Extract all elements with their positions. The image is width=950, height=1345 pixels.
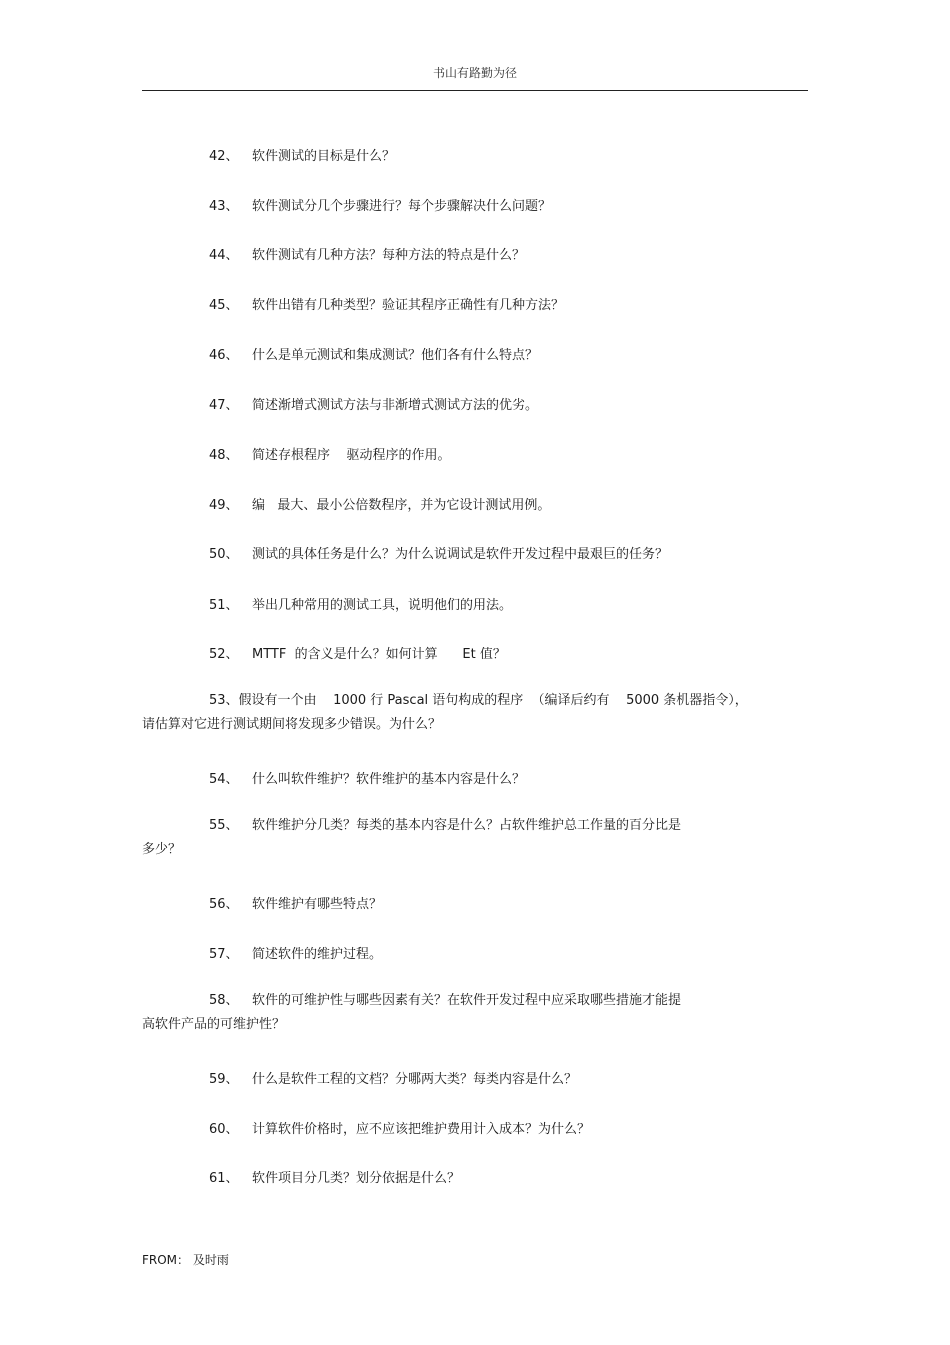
question-number: 47、 bbox=[209, 398, 239, 413]
question-text: 软件测试有几种方法？每种方法的特点是什么？ bbox=[252, 248, 526, 263]
question-50 bbox=[209, 543, 668, 562]
question-text: 简述渐增式测试方法与非渐增式测试方法的优劣。 bbox=[252, 398, 539, 413]
question-56 bbox=[209, 893, 382, 912]
question-text: 软件维护有哪些特点？ bbox=[252, 897, 383, 912]
question-text: 计算软件价格时，应不应该把维护费用计入成本？为什么？ bbox=[252, 1122, 591, 1137]
question-57 bbox=[209, 943, 382, 962]
question-number: 44、 bbox=[209, 248, 239, 263]
question-number: 56、 bbox=[209, 897, 239, 912]
question-text: 举出几种常用的测试工具，说明他们的用法。 bbox=[252, 598, 513, 613]
question-text-line1: 假设有一个由 1000 行 Pascal 语句构成的程序 （编译后约有 5000 条机器指令）， bbox=[238, 693, 748, 708]
question-42 bbox=[209, 145, 395, 164]
question-55 bbox=[142, 814, 808, 862]
question-text: MTTF 的含义是什么？如何计算 Et 值？ bbox=[252, 647, 506, 662]
question-text-line1: 软件维护分几类？每类的基本内容是什么？占软件维护总工作量的百分比是 bbox=[252, 818, 682, 833]
question-number: 42、 bbox=[209, 149, 239, 164]
question-44 bbox=[209, 244, 525, 263]
question-text: 什么是单元测试和集成测试？他们各有什么特点？ bbox=[252, 348, 539, 363]
question-number: 61、 bbox=[209, 1171, 239, 1186]
question-45 bbox=[209, 294, 564, 313]
question-49 bbox=[209, 494, 550, 513]
question-text-line2: 高软件产品的可维护性？ bbox=[142, 1017, 286, 1032]
question-number: 57、 bbox=[209, 947, 239, 962]
question-60 bbox=[209, 1118, 590, 1137]
question-text-line2: 请估算对它进行测试期间将发现多少错误。为什么？ bbox=[142, 717, 442, 732]
question-number: 49、 bbox=[209, 498, 239, 513]
question-text: 编 最大、最小公倍数程序，并为它设计测试用例。 bbox=[252, 498, 551, 513]
question-number: 53、 bbox=[209, 693, 239, 708]
question-number: 45、 bbox=[209, 298, 239, 313]
question-number: 59、 bbox=[209, 1072, 239, 1087]
question-61 bbox=[209, 1167, 460, 1186]
question-number: 50、 bbox=[209, 547, 239, 562]
question-text: 软件测试分几个步骤进行？每个步骤解决什么问题？ bbox=[252, 199, 552, 214]
question-text: 什么是软件工程的文档？分哪两大类？每类内容是什么？ bbox=[252, 1072, 578, 1087]
question-43 bbox=[209, 195, 551, 214]
question-54 bbox=[209, 768, 525, 787]
page-header: 书山有路勤为径 bbox=[432, 66, 517, 80]
question-number: 54、 bbox=[209, 772, 239, 787]
question-text: 测试的具体任务是什么？为什么说调试是软件开发过程中最艰巨的任务？ bbox=[252, 547, 669, 562]
question-text: 软件项目分几类？划分依据是什么？ bbox=[252, 1171, 461, 1186]
question-48 bbox=[209, 444, 451, 463]
question-number: 48、 bbox=[209, 448, 239, 463]
question-59 bbox=[209, 1068, 577, 1087]
question-number: 43、 bbox=[209, 199, 239, 214]
question-text: 软件测试的目标是什么？ bbox=[252, 149, 396, 164]
page-footer: FROM： 及时雨 bbox=[142, 1253, 229, 1267]
question-number: 58、 bbox=[209, 993, 239, 1008]
question-text: 什么叫软件维护？软件维护的基本内容是什么？ bbox=[252, 772, 526, 787]
question-number: 52、 bbox=[209, 647, 239, 662]
question-47 bbox=[209, 394, 538, 413]
question-number: 51、 bbox=[209, 598, 239, 613]
question-46 bbox=[209, 344, 538, 363]
question-58 bbox=[142, 989, 808, 1037]
header-divider bbox=[142, 90, 808, 91]
question-text-line2: 多少？ bbox=[142, 842, 182, 857]
question-51 bbox=[209, 594, 512, 613]
question-text: 软件出错有几种类型？验证其程序正确性有几种方法？ bbox=[252, 298, 565, 313]
question-text: 简述存根程序 驱动程序的作用。 bbox=[252, 448, 451, 463]
question-number: 55、 bbox=[209, 818, 239, 833]
question-53 bbox=[142, 689, 808, 737]
question-number: 46、 bbox=[209, 348, 239, 363]
question-text: 简述软件的维护过程。 bbox=[252, 947, 383, 962]
question-number: 60、 bbox=[209, 1122, 239, 1137]
question-52 bbox=[209, 643, 506, 662]
question-text-line1: 软件的可维护性与哪些因素有关？在软件开发过程中应采取哪些措施才能提 bbox=[252, 993, 682, 1008]
